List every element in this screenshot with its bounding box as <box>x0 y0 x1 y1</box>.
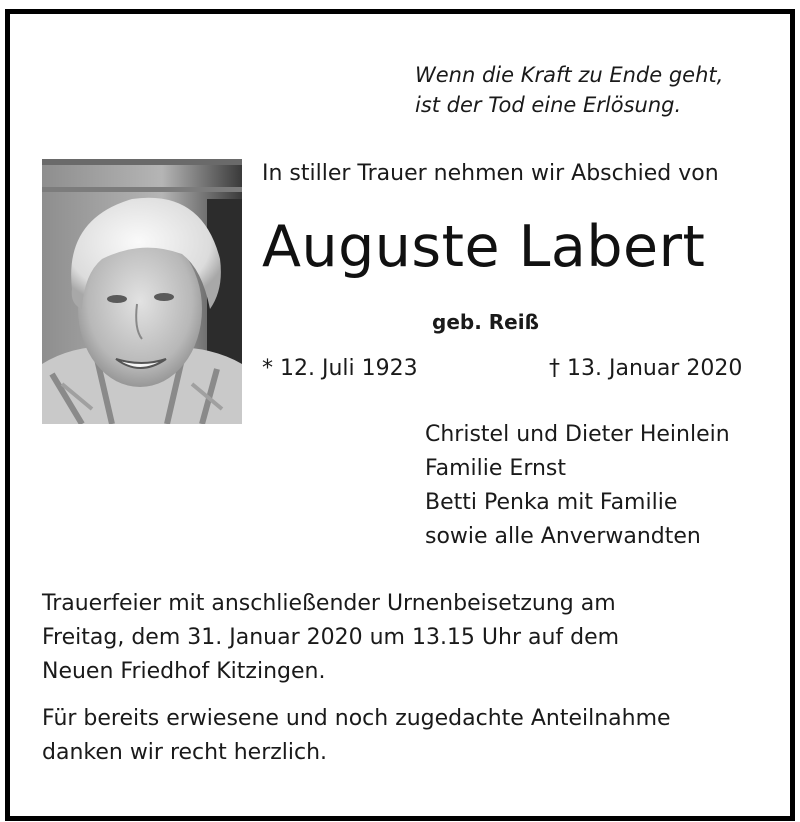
mourner-line: Familie Ernst <box>425 456 567 481</box>
memorial-quote <box>415 60 775 120</box>
portrait-photo <box>42 159 242 424</box>
mourner-line: sowie alle Anverwandten <box>425 524 701 549</box>
ceremony-line: Freitag, dem 31. Januar 2020 um 13.15 Uhr auf dem <box>42 625 620 650</box>
mourner-line: Christel und Dieter Heinlein <box>425 422 730 447</box>
quote-line-1: Wenn die Kraft zu Ende geht, <box>415 63 724 87</box>
birth-date: * 12. Juli 1923 <box>262 356 418 381</box>
ceremony-line: Neuen Friedhof Kitzingen. <box>42 659 326 684</box>
ceremony-notice <box>42 587 619 689</box>
maiden-name: geb. Reiß <box>432 310 539 334</box>
mourner-line: Betti Penka mit Familie <box>425 490 678 515</box>
intro-text: In stiller Trauer nehmen wir Abschied von <box>262 161 719 186</box>
mourners-list <box>425 418 730 554</box>
quote-line-2: ist der Tod eine Erlösung. <box>415 93 682 117</box>
thanks-notice <box>42 702 671 770</box>
deceased-name: Auguste Labert <box>262 214 706 280</box>
thanks-line: danken wir recht herzlich. <box>42 740 328 765</box>
ceremony-line: Trauerfeier mit anschließender Urnenbeisetzung am <box>42 591 616 616</box>
death-date: † 13. Januar 2020 <box>549 356 743 381</box>
thanks-line: Für bereits erwiesene und noch zugedachte Anteilnahme <box>42 706 671 731</box>
obituary-frame <box>5 9 795 821</box>
